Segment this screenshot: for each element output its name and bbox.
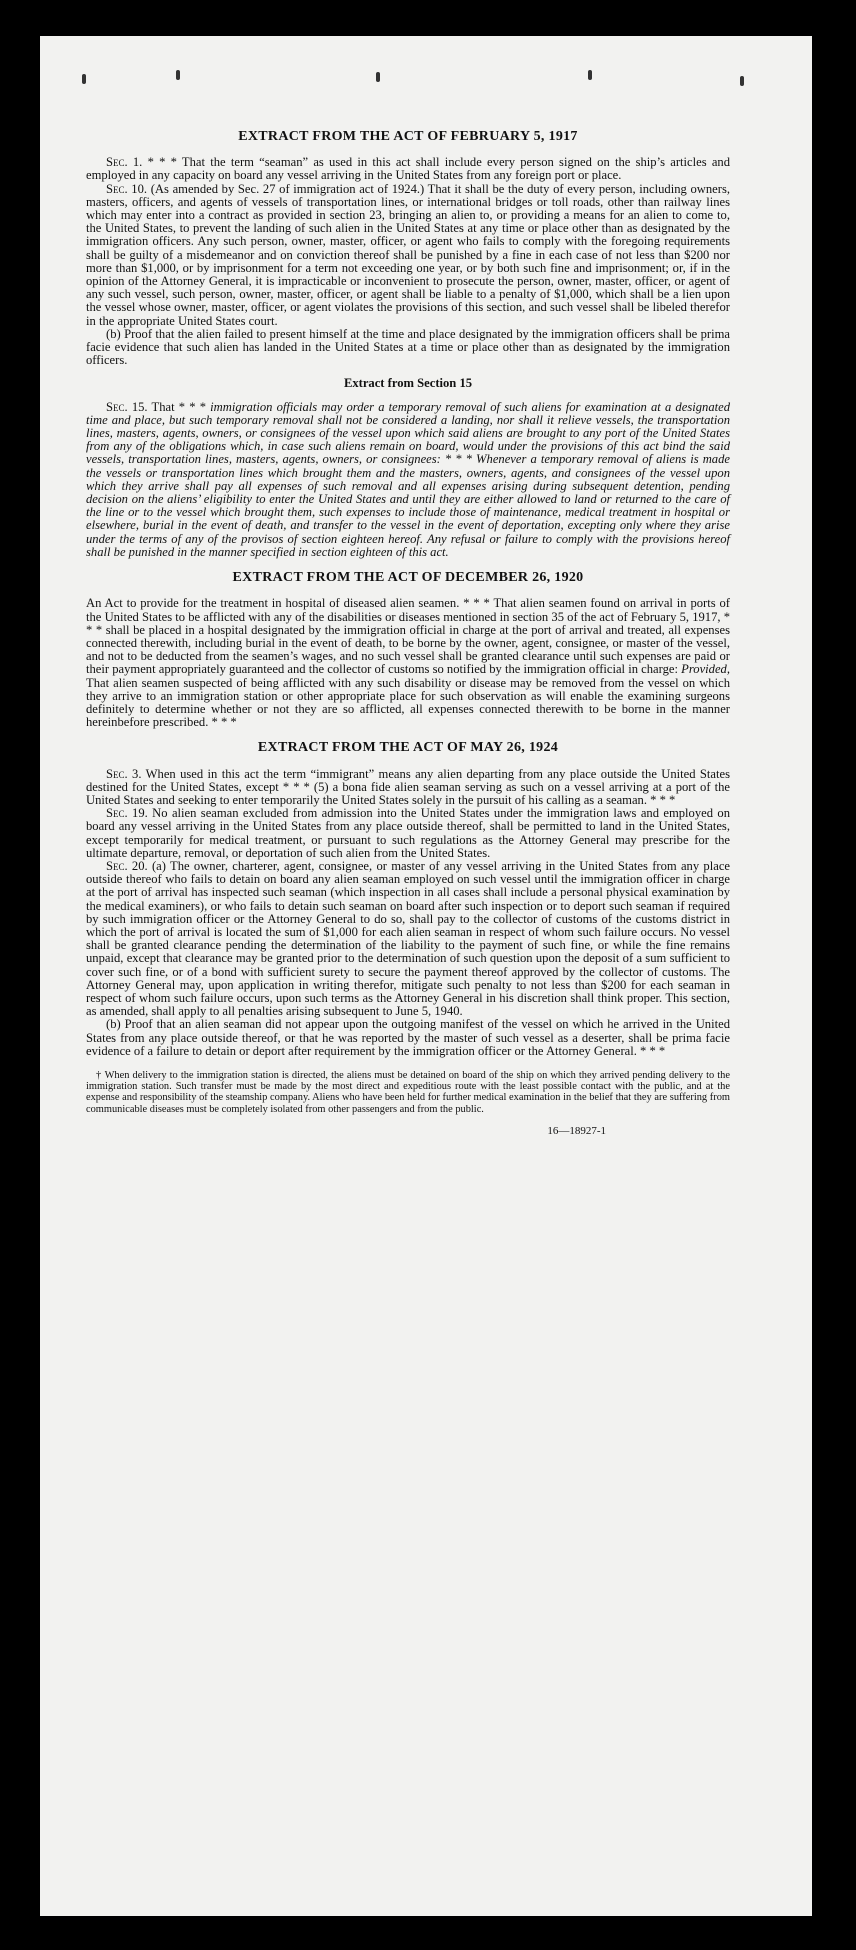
section-label: Sec. 1. bbox=[106, 155, 143, 170]
margin-mark bbox=[740, 76, 744, 86]
section-lead: That * * * bbox=[151, 399, 206, 414]
form-number: 16—18927-1 bbox=[547, 1124, 606, 1137]
margin-mark bbox=[82, 74, 86, 84]
section-text: (As amended by Sec. 27 of immigration act of 1924.) That it shall be the duty of every person, including owners, masters, officers, and agents of vessels of transportation lines, or international bridges or toll roads, other than railway lines which may enter into a contract as provided in section 23, bringing an alien to, or providing a means for an alien to come to, the United States, to prevent the landing of such alien in the United States at any time or place other than as designated by the immigration officers. Any such person, owner, master, officer, or agent who fails to comply with the foregoing requirements shall be guilty of a misdemeanor and on conviction thereof shall be punished by a fine in each case of not less than $200 nor more than $1,000, or by imprisonment for a term not exceeding one year, or by both such fine and imprisonment; or, if in the opinion of the Attorney General, it is impracticable or inconvenient to prosecute the person, owner, master, officer, or agent of any such vessel, such person, owner, master, officer, or agent shall be liable to a penalty of $1,000, which shall be a lien upon the vessel whose owner, master, officer, or agent violates the provisions of this section, and such vessel shall be libeled therefor in the appropriate United States court. bbox=[86, 181, 731, 328]
margin-mark bbox=[176, 70, 180, 80]
section-label: Sec. 19. bbox=[106, 806, 148, 821]
section-label: Sec. 20. bbox=[106, 858, 148, 873]
heading-act-1917: EXTRACT FROM THE ACT OF FEBRUARY 5, 1917 bbox=[238, 129, 578, 144]
section-label: Sec. 15. bbox=[106, 399, 148, 414]
paragraph-act-1920 bbox=[86, 597, 730, 729]
heading-act-1924: EXTRACT FROM THE ACT OF MAY 26, 1924 bbox=[257, 740, 559, 756]
margin-mark bbox=[376, 72, 380, 82]
paragraph-sec-19 bbox=[86, 807, 730, 860]
section-text: * * * That the term “seaman” as used in this act shall include every person signed on the ship’s articles and employed in any capacity on board any vessel arriving in the United States from any foreign port or place. bbox=[86, 155, 731, 183]
paragraph-sec-20-b: (b) Proof that an alien seaman did not appear upon the outgoing manifest of the vessel on which he arrived in the United States from any place outside thereof, or that he was reported by the master of such vessel as a deserter, shall be prima facie evidence of a failure to detain or deport after requirement by the immigration officer or the Attorney General. * * * bbox=[86, 1017, 730, 1058]
paragraph-sec-10-b: (b) Proof that the alien failed to present himself at the time and place designated by the immigration officers shall be prima facie evidence that such alien has landed in the United States at a time or place other than as designated by the immigration officers. bbox=[86, 326, 730, 368]
footnote: † When delivery to the immigration station is directed, the aliens must be detained on board of the ship on which they arrived pending delivery to the immigration station. Such transfer must be made by the most direct and expeditious route with the least possible contact with the public, and at the expense and responsibility of the steamship company. Aliens who have been held for further medical examination in the belief that they are suffering from communicable diseases must be completely isolated from other passengers and from the public. bbox=[86, 1070, 730, 1115]
section-text: When used in this act the term “immigrant” means any alien departing from any place outside the United States destined for the United States, except * * * (5) a bona fide alien seaman serving as such on a vessel arriving at a port of the United States and seeking to enter temporarily the United States solely in the pursuit of his calling as a seaman. * * * bbox=[86, 766, 731, 807]
paragraph-sec-10 bbox=[86, 183, 730, 328]
section-text: (a) The owner, charterer, agent, consignee, or master of any vessel arriving in the United States from any place outside thereof who fails to detain on board any alien seaman employed on such vessel until the immigration officer in charge at the port of arrival has inspected such seaman (which inspection in all cases shall include a personal physical examination by the medical examiners), or who fails to detain such seaman on board after such inspection or to deport such seaman if required by such immigration officer or the Attorney General to do so, shall pay to the collector of customs of the customs district in which the port of arrival is located the sum of $1,000 for each alien seaman in respect of whom such failure occurs. No vessel shall be granted clearance pending the determination of the liability to the payment of such fine, or while the fine remains unpaid, except that clearance may be granted prior to the determination of such question upon the deposit of a sum sufficient to cover such fine, or of a bond with sufficient surety to secure the payment thereof approved by the collector of customs. The Attorney General may, upon application in writing therefor, mitigate such penalty to not less than $200 for each seaman in respect of whom such failure occurs, upon such terms as the Attorney General in his discretion shall think proper. This section, as amended, shall apply to all penalties arising subsequent to June 5, 1940. bbox=[86, 858, 730, 1019]
paragraph-sec-20 bbox=[86, 860, 730, 1018]
section-label: Sec. 3. bbox=[106, 766, 142, 781]
act-text-continued: That alien seamen suspected of being afflicted with any such disability or disease may be removed from the vessel on which they arrive to an immigration station or other appropriate place for such observation as will enable the examining surgeons definitely to determine whether or not they are so afflicted, all expenses connected therewith to be borne in the manner hereinbefore prescribed. * * * bbox=[86, 675, 730, 730]
heading-act-1920: EXTRACT FROM THE ACT OF DECEMBER 26, 1920 bbox=[232, 570, 584, 586]
section-label: Sec. 10. bbox=[106, 181, 148, 196]
heading-section-15: Extract from Section 15 bbox=[343, 376, 473, 391]
document-body bbox=[86, 130, 730, 1138]
section-text: No alien seaman excluded from admission into the United States under the immigration laws and employed on board any vessel arriving in the United States from any place outside thereof, shall be permitted to land in the United States, except temporarily for medical treatment, or pursuant to such regulations as the Attorney General may prescribe for the ultimate departure, removal, or deportation of such alien from the United States. bbox=[86, 806, 731, 860]
act-text: An Act to provide for the treatment in hospital of diseased alien seamen. * * * That alien seamen found on arrival in ports of the United States to be afflicted with any of the disabilities or diseases mentioned in section 35 of the act of February 5, 1917, * * * shall be placed in a hospital designated by the immigration official in charge at the port of arrival and treated, all expenses connected therewith, including burial in the event of death, to be borne by the owner, agent, consignee, or master of the vessel, and not to be deducted from the seamen’s wages, and no such vessel shall be granted clearance until such expenses are paid or their payment appropriately guaranteed and the collector of customs so notified by the immigration official in charge: bbox=[86, 596, 730, 677]
paragraph-sec-3 bbox=[86, 768, 730, 808]
margin-mark bbox=[588, 70, 592, 80]
paragraph-sec-1 bbox=[86, 156, 730, 182]
proviso-label: Provided, bbox=[681, 662, 730, 677]
paragraph-sec-15 bbox=[86, 401, 730, 559]
section-text: immigration officials may order a temporary removal of such aliens for examination at a designated time and place, but such temporary removal shall not be considered a landing, nor shall it relieve vessels, the transportation lines, masters, agents, owners, or consignees of the vessel upon which said aliens are brought to any port of the United States from any of the obligations which, in case such aliens remain on board, would under the provisions of this act bind the said vessels, transportation lines, masters, agents, owners, or consignees: * * * Whenever a temporary removal of aliens is made the vessels or transportation lines which brought them and the masters, owners, agents, and consignees of the vessel upon which they arrive shall pay all expenses of such removal and all expenses arising during subsequent detention, pending decision on the aliens’ eligibility to enter the United States and until they are either allowed to land or returned to the care of the line or to the vessel which brought them, such expenses to include those of maintenance, medical treatment in hospital or elsewhere, burial in the event of death, and transfer to the vessel in the event of deportation, excepting only where they arise under the terms of any of the provisos of section eighteen hereof. Any refusal or failure to comply with the provisions hereof shall be punished in the manner specified in section eighteen of this act. bbox=[86, 399, 730, 559]
